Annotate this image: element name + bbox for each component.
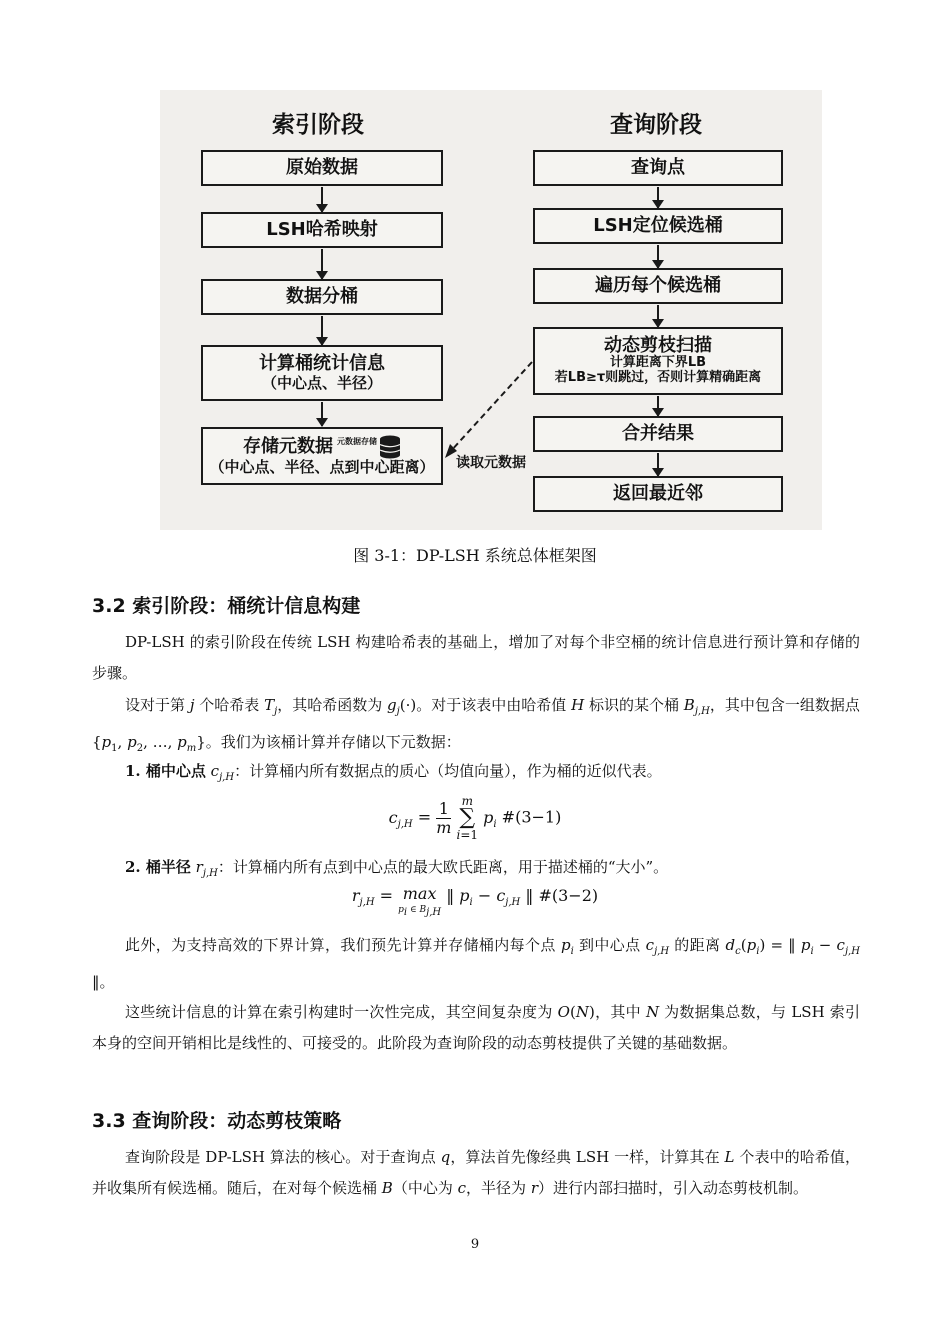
paragraph-5: 查询阶段是 DP-LSH 算法的核心。对于查询点 q，算法首先像经典 LSH 一样，计算其在 L 个表中的哈希值，并收集所有候选桶。随后，在对每个候选桶 B（中心为 c，半径为 r）进行内部扫描时，引入动态剪枝机制。 xyxy=(92,1148,860,1197)
query-phase-title: 查询阶段 xyxy=(610,112,702,138)
framework-figure xyxy=(160,90,822,530)
text: 的距离 xyxy=(674,936,721,954)
box-label: 存储元数据 xyxy=(243,436,333,458)
box-sublabel: 若LB≥τ则跳过，否则计算精确距离 xyxy=(554,370,762,386)
text: ，其中包含一组数据点 xyxy=(709,696,860,714)
text: 查询阶段是 DP-LSH 算法的核心。对于查询点 xyxy=(125,1148,436,1166)
box-label: 动态剪枝扫描 xyxy=(604,334,712,356)
equation-tag: #(3−1) xyxy=(501,807,562,827)
paragraph-1: DP-LSH 的索引阶段在传统 LSH 构建哈希表的基础上，增加了对每个非空桶的统计信息进行预计算和存储的步骤。 xyxy=(92,633,860,682)
figure-caption: 图 3-1：DP-LSH 系统总体框架图 xyxy=(353,546,597,565)
text: ，半径为 xyxy=(466,1179,527,1197)
text: 为数据集总数，与 LSH 索引本身的空间开销相比是线性的、可接受的。此阶段为查询阶段的动态剪枝提供了关键的基础数据。 xyxy=(92,1003,860,1052)
text: ，其哈希函数为 xyxy=(277,696,383,714)
text: 个哈希表 xyxy=(199,696,260,714)
db-label: 元数据存储 xyxy=(337,436,377,446)
box-label: 计算桶统计信息 xyxy=(259,353,385,375)
text: ：计算桶内所有数据点的质心（均值向量），作为桶的近似代表。 xyxy=(234,762,662,780)
box-label: 查询点 xyxy=(631,156,685,178)
box-label: LSH定位候选桶 xyxy=(593,214,723,236)
text: （中心为 xyxy=(392,1179,453,1197)
box-label: 遍历每个候选桶 xyxy=(595,274,721,296)
text: 个表中的哈希值，并收集所有候选桶。随后，在对每个候选桶 xyxy=(92,1148,860,1197)
page-number: 9 xyxy=(470,1237,480,1252)
text: ：计算桶内所有点到中心点的最大欧氏距离，用于描述桶的“大小”。 xyxy=(217,858,669,876)
paragraph-2: 设对于第 j 个哈希表 $T_j$，其哈希函数为 $g_j(\cdot)$。对于该表中由哈希值 H 标识的某个桶 $B_{j,H}$，其中包含一组数据点 {$p_1$, $p_2$, …, $p_m$}。我们为该桶计算并存储以下元数据： xyxy=(92,696,860,754)
box-sublabel: 计算距离下界LB xyxy=(609,355,707,371)
text: 设对于第 xyxy=(125,696,186,714)
box-sublabel: （中心点、半径、点到中心距离） xyxy=(209,458,435,477)
box-label: LSH哈希映射 xyxy=(266,218,378,240)
read-metadata-label: 读取元数据 xyxy=(456,455,526,471)
box-sublabel: （中心点、半径） xyxy=(261,373,382,392)
text: ，算法首先像经典 LSH 一样，计算其在 xyxy=(450,1148,720,1166)
text: 这些统计信息的计算在索引构建时一次性完成，其空间复杂度为 xyxy=(125,1003,553,1021)
item-label: 1. 桶中心点 xyxy=(125,762,206,780)
section-heading-3-2: 3.2 索引阶段：桶统计信息构建 xyxy=(92,595,361,617)
item-label: 2. 桶半径 xyxy=(125,858,191,876)
text: 标识的某个桶 xyxy=(588,696,680,714)
text: ）进行内部扫描时，引入动态剪枝机制。 xyxy=(538,1179,809,1197)
box-label: 原始数据 xyxy=(286,156,358,178)
equation-tag: #(3−2) xyxy=(538,886,599,905)
equation-3-2: $r_{j,H}$ = max $p_i$ ∈ $B_{j,H}$ ‖ $p_i - c_{j,H}$ ‖ #(3−2) xyxy=(351,884,599,918)
box-label: 合并结果 xyxy=(622,422,694,444)
item-2: 2. 桶半径 $r_{j,H}$：计算桶内所有点到中心点的最大欧氏距离，用于描述桶的“大小”。 xyxy=(125,858,669,879)
index-phase-title: 索引阶段 xyxy=(272,112,364,138)
box-label: 数据分桶 xyxy=(286,285,358,307)
section-heading-3-3: 3.3 查询阶段：动态剪枝策略 xyxy=(92,1110,342,1132)
text: 此外，为支持高效的下界计算，我们预先计算并存储桶内每个点 xyxy=(125,936,556,954)
paragraph-3: 此外，为支持高效的下界计算，我们预先计算并存储桶内每个点 $p_i$ 到中心点 $c_{j,H}$ 的距离 $d_c(p_i)$ = ‖ $p_i - c_{j,H}$ ‖。 xyxy=(92,936,860,991)
equation-3-1: $c_{j,H}$ = $\frac{1}{m}$ m ∑ i=1 $p_i$ #(3−1) xyxy=(388,794,562,842)
box-label: 返回最近邻 xyxy=(613,482,703,504)
text: 。对于该表中由哈希值 xyxy=(416,696,567,714)
item-1: 1. 桶中心点 $c_{j,H}$：计算桶内所有数据点的质心（均值向量），作为桶的近似代表。 xyxy=(125,762,662,783)
text: 。我们为该桶计算并存储以下元数据： xyxy=(205,733,461,751)
paragraph-4: 这些统计信息的计算在索引构建时一次性完成，其空间复杂度为 O(N)，其中 N 为数据集总数，与 LSH 索引本身的空间开销相比是线性的、可接受的。此阶段为查询阶段的动态剪枝提供了关键的基础数据。 xyxy=(92,1003,860,1052)
text: ，其中 xyxy=(594,1003,641,1021)
text: 到中心点 xyxy=(578,936,641,954)
